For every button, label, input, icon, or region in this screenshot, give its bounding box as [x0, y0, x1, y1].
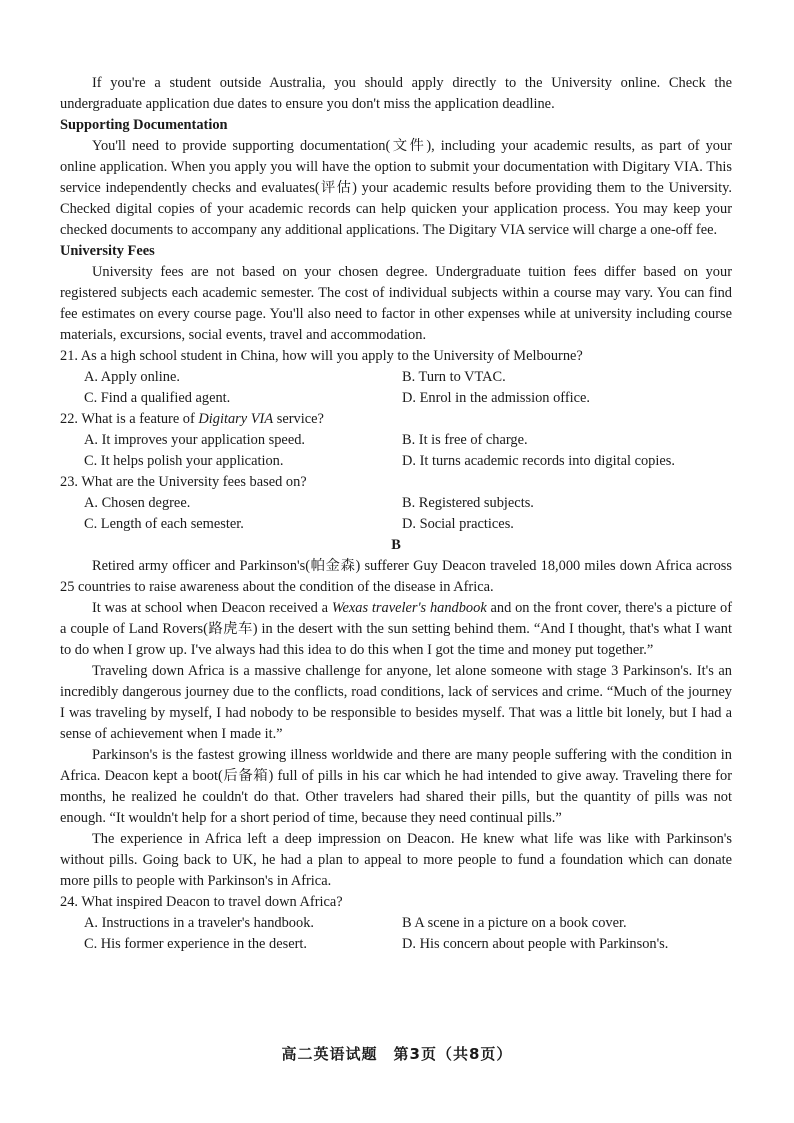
question-22-option-c: C. It helps polish your application. — [84, 453, 284, 469]
question-22-stem-emphasis: Digitary VIA — [198, 411, 274, 427]
question-24-option-c: C. His former experience in the desert. — [84, 936, 307, 952]
question-24-option-a: A. Instructions in a traveler's handbook. — [84, 915, 314, 931]
question-22-stem — [60, 409, 732, 430]
question-22-stem-start: 22. What is a feature of — [60, 411, 199, 427]
question-21-option-d: D. Enrol in the admission office. — [402, 390, 590, 406]
supporting-documentation-heading: Supporting Documentation — [60, 117, 228, 133]
page-footer: 高二英语试题 第3页（共8页） — [281, 1045, 513, 1063]
question-22-option-d: D. It turns academic records into digital copies. — [402, 453, 675, 469]
university-fees-paragraph: University fees are not based on your chosen degree. Undergraduate tuition fees differ based on your registered subjects each academic semester. The cost of individual subjects within a course may vary. You can find fee estimates on every course page. You'll also need to factor in other expenses while at university including course materials, excursions, social events, travel and accommodation. — [60, 264, 732, 343]
question-24-options — [60, 913, 732, 955]
question-23-option-c: C. Length of each semester. — [84, 516, 244, 532]
section-b-paragraph-2-start: It was at school when Deacon received a — [92, 600, 332, 616]
question-21-options — [60, 367, 732, 409]
question-21-option-c: C. Find a qualified agent. — [84, 390, 231, 406]
university-fees-heading: University Fees — [60, 243, 155, 259]
question-24-option-b: B A scene in a picture on a book cover. — [402, 915, 627, 931]
question-23-option-a: A. Chosen degree. — [84, 495, 191, 511]
intro-paragraph: If you're a student outside Australia, you should apply directly to the University online. Check the undergraduate application due dates to ensure you don't miss the application deadline. — [60, 75, 732, 112]
question-23-option-d: D. Social practices. — [402, 516, 514, 532]
question-24-option-d: D. His concern about people with Parkinson's. — [402, 936, 669, 952]
section-b-paragraph-4: Parkinson's is the fastest growing illness worldwide and there are many people suffering with the condition in Africa. Deacon kept a boot(后备箱) full of pills in his car which he had intended to give away. Traveling there for months, he realized he couldn't do that. Other travelers had shared their pills, but the quantity of pills was not enough. “It wouldn't help for a short period of time, because they need continual pills.” — [60, 747, 732, 826]
question-24-stem: 24. What inspired Deacon to travel down Africa? — [60, 894, 343, 910]
section-b-paragraph-2-end: and on the front cover, there's a picture of a couple of Land Rovers(路虎车) in the desert with the sun setting behind them. “And I thought, that's what I want to do when I grow up. I've always had this idea to do this when I got the time and money put together.” — [60, 600, 732, 658]
question-23-stem: 23. What are the University fees based on? — [60, 474, 307, 490]
question-22-options — [60, 430, 732, 472]
section-b-paragraph-5: The experience in Africa left a deep impression on Deacon. He knew what life was like with Parkinson's without pills. Going back to UK, he had a plan to appeal to more people to fund a foundation which can donate more pills to people with Parkinson's in Africa. — [60, 831, 732, 889]
question-22-option-b: B. It is free of charge. — [402, 432, 528, 448]
section-b-label: B — [391, 537, 401, 553]
section-b-paragraph-3: Traveling down Africa is a massive challenge for anyone, let alone someone with stage 3 Parkinson's. It's an incredibly dangerous journey due to the conflicts, road conditions, lack of services and crime. “Much of the journey I was traveling by myself, I had nobody to be responsible to besides myself. That was a little bit lonely, but I had a sense of achievement when I made it.” — [60, 663, 732, 742]
question-21-option-a: A. Apply online. — [84, 369, 180, 385]
section-b-paragraph-2 — [60, 598, 732, 661]
question-23-option-b: B. Registered subjects. — [402, 495, 534, 511]
section-b-paragraph-1: Retired army officer and Parkinson's(帕金森) sufferer Guy Deacon traveled 18,000 miles down Africa across 25 countries to raise awareness about the condition of the disease in Africa. — [60, 558, 732, 595]
question-22-stem-end: service? — [273, 411, 324, 427]
exam-page — [60, 73, 732, 955]
question-21-stem: 21. As a high school student in China, how will you apply to the University of Melbourne? — [60, 348, 583, 364]
supporting-documentation-paragraph: You'll need to provide supporting documentation(文件), including your academic results, as part of your online application. When you apply you will have the option to submit your documentation with Digitary VIA. This service independently checks and evaluates(评估) your academic results before providing them to the University. Checked digital copies of your academic records can help quicken your application process. You may keep your checked documents to accompany any additional applications. The Digitary VIA service will charge a one-off fee. — [60, 138, 732, 238]
question-22-option-a: A. It improves your application speed. — [84, 432, 306, 448]
question-23-options — [60, 493, 732, 535]
question-21-option-b: B. Turn to VTAC. — [402, 369, 506, 385]
handbook-title: Wexas traveler's handbook — [331, 600, 487, 616]
